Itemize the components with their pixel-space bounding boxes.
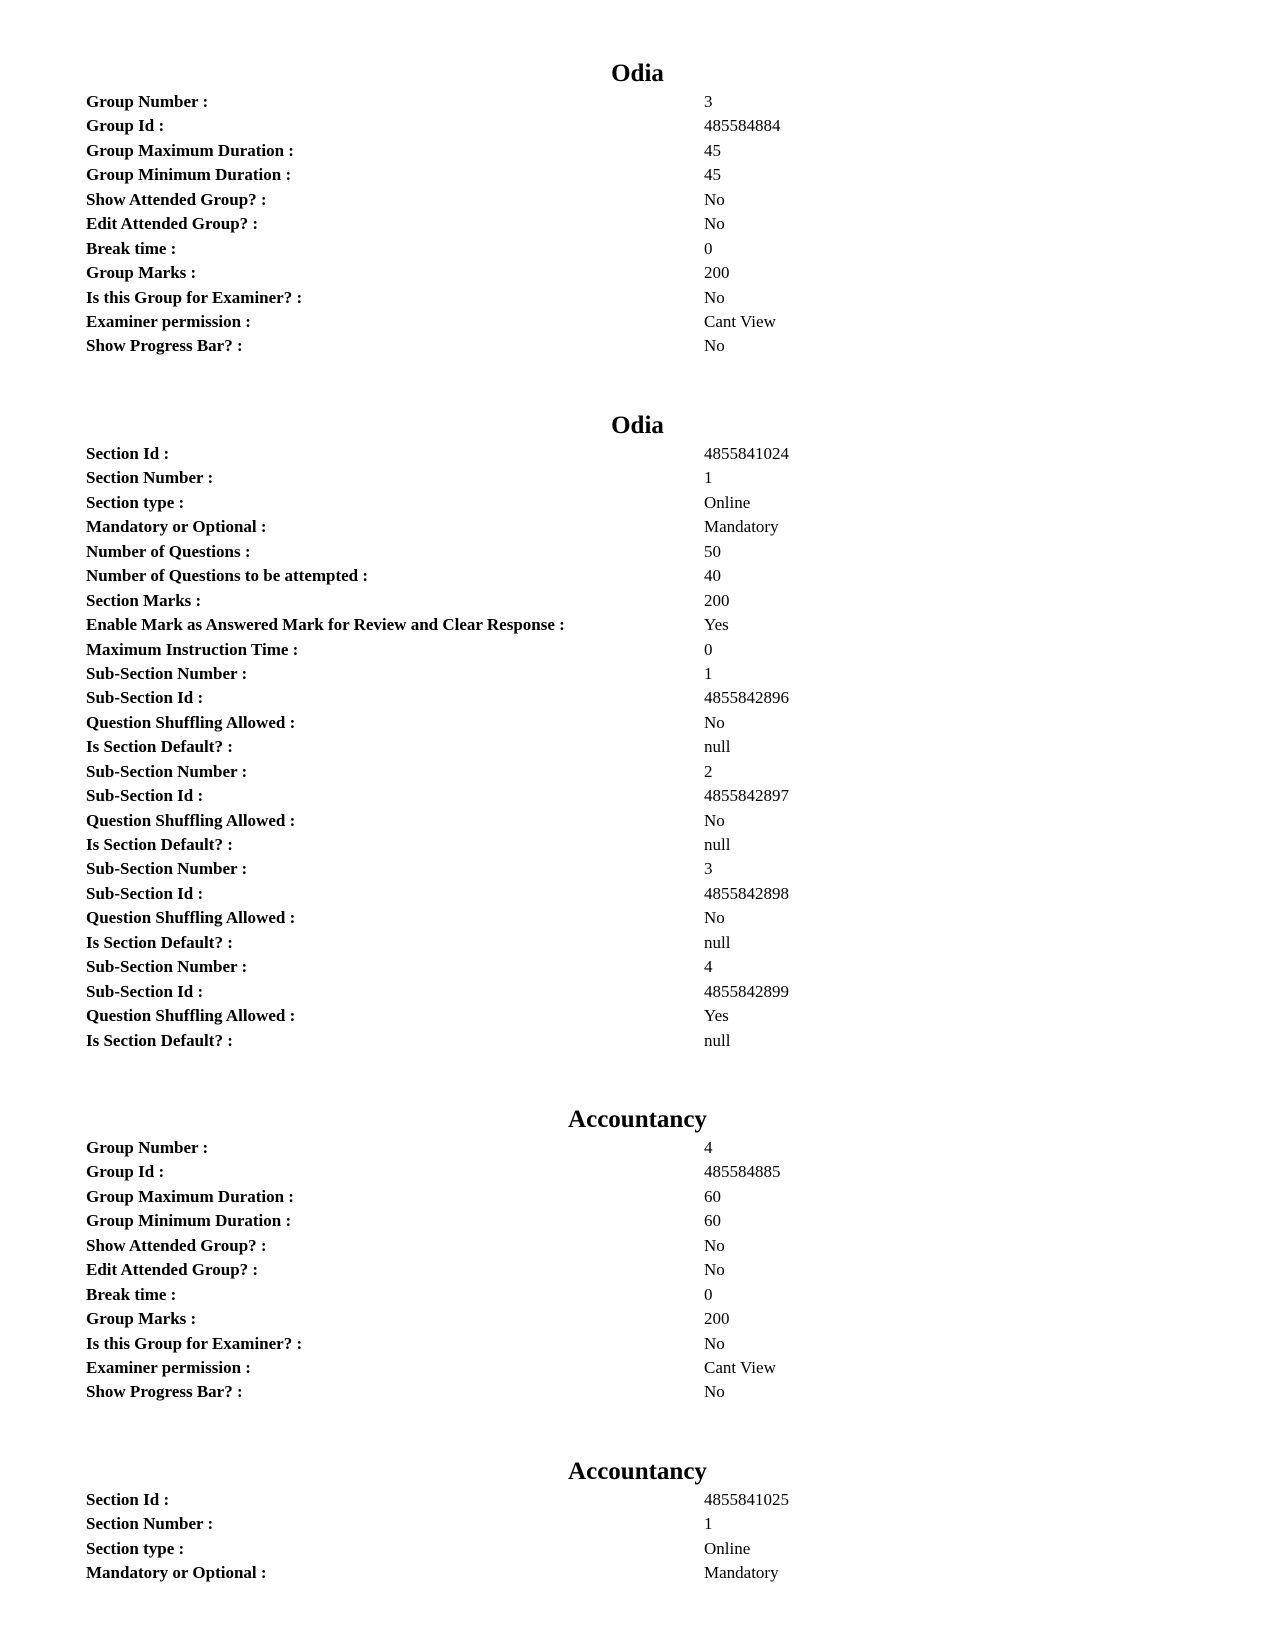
- field-value: No: [704, 189, 725, 209]
- field-row: [86, 833, 1201, 857]
- field-row: [86, 1283, 1201, 1307]
- field-label: Section type :: [86, 492, 185, 512]
- field-value: No: [704, 1382, 725, 1402]
- field-label: Sub-Section Number :: [86, 957, 248, 977]
- field-row: [86, 1029, 1201, 1053]
- field-value: No: [704, 287, 725, 307]
- field-row: [86, 1209, 1201, 1233]
- field-label: Sub-Section Id :: [86, 981, 204, 1001]
- field-label: Sub-Section Number :: [86, 761, 248, 781]
- field-label: Is Section Default? :: [86, 1030, 233, 1050]
- field-row: [86, 212, 1201, 236]
- field-row: [86, 638, 1201, 662]
- field-label: Break time :: [86, 238, 177, 258]
- field-label: Sub-Section Number :: [86, 859, 248, 879]
- field-row: [86, 784, 1201, 808]
- field-row: [86, 1307, 1201, 1331]
- field-row: [86, 90, 1201, 114]
- field-row: [86, 662, 1201, 686]
- field-label: Group Minimum Duration :: [86, 1211, 292, 1231]
- field-value: 2: [704, 761, 713, 781]
- field-row: [86, 857, 1201, 881]
- field-row: [86, 1234, 1201, 1258]
- field-row: [86, 1136, 1201, 1160]
- field-label: Group Id :: [86, 1162, 165, 1182]
- field-value: 0: [704, 238, 713, 258]
- field-label: Section Marks :: [86, 590, 202, 610]
- field-row: [86, 906, 1201, 930]
- field-label: Group Number :: [86, 92, 209, 111]
- field-label: Is this Group for Examiner? :: [86, 287, 303, 307]
- field-label: Group Marks :: [86, 1309, 197, 1329]
- field-row: [86, 1185, 1201, 1209]
- field-row: [86, 1356, 1201, 1380]
- field-value: Yes: [704, 615, 729, 635]
- field-label: Break time :: [86, 1284, 177, 1304]
- field-value: 200: [704, 590, 730, 610]
- field-row: [86, 980, 1201, 1004]
- field-row: [86, 237, 1201, 261]
- field-row: [86, 564, 1201, 588]
- field-value: Online: [704, 1538, 751, 1558]
- field-value: 3: [704, 859, 713, 879]
- field-label: Sub-Section Id :: [86, 688, 204, 708]
- field-label: Show Progress Bar? :: [86, 336, 243, 356]
- field-value: Mandatory: [704, 1563, 779, 1583]
- field-row: [86, 686, 1201, 710]
- field-label: Examiner permission :: [86, 311, 251, 331]
- block-title: Accountancy: [568, 1106, 707, 1133]
- field-row: [86, 1537, 1201, 1561]
- field-value: 0: [704, 1284, 713, 1304]
- field-row: [86, 589, 1201, 613]
- field-row: [86, 1561, 1201, 1585]
- field-value: No: [704, 1235, 725, 1255]
- field-label: Mandatory or Optional :: [86, 1563, 267, 1583]
- section-block-accountancy: [86, 1456, 1201, 1586]
- field-value: null: [704, 932, 731, 952]
- field-row: [86, 515, 1201, 539]
- field-value: 1: [704, 1514, 713, 1534]
- field-value: No: [704, 908, 725, 928]
- field-label: Group Number :: [86, 1138, 209, 1157]
- field-label: Section Number :: [86, 1514, 214, 1534]
- field-label: Question Shuffling Allowed :: [86, 1006, 296, 1026]
- field-value: 4855842898: [704, 883, 789, 903]
- field-row: [86, 735, 1201, 759]
- field-value: 4855842897: [704, 786, 789, 806]
- field-value: null: [704, 1030, 731, 1050]
- field-label: Show Attended Group? :: [86, 189, 267, 209]
- field-label: Is Section Default? :: [86, 835, 233, 854]
- field-label: Is this Group for Examiner? :: [86, 1333, 303, 1353]
- field-label: Question Shuffling Allowed :: [86, 810, 296, 830]
- field-value: 40: [704, 566, 721, 586]
- section-block-odia: [86, 410, 1201, 1053]
- field-row: [86, 882, 1201, 906]
- field-value: 1: [704, 468, 713, 488]
- field-label: Number of Questions :: [86, 541, 251, 561]
- field-row: [86, 760, 1201, 784]
- field-label: Question Shuffling Allowed :: [86, 908, 296, 928]
- field-value: Cant View: [704, 311, 776, 331]
- field-row: [86, 491, 1201, 515]
- field-value: No: [704, 214, 725, 234]
- field-label: Group Maximum Duration :: [86, 140, 294, 160]
- field-row: [86, 114, 1201, 138]
- field-label: Group Maximum Duration :: [86, 1186, 294, 1206]
- field-value: 3: [704, 92, 713, 111]
- field-row: [86, 1380, 1201, 1404]
- field-row: [86, 1258, 1201, 1282]
- field-value: 50: [704, 541, 721, 561]
- field-row: [86, 1004, 1201, 1028]
- field-label: Section type :: [86, 1538, 185, 1558]
- field-value: 45: [704, 165, 721, 185]
- field-value: 4855841024: [704, 444, 789, 463]
- field-value: 60: [704, 1211, 721, 1231]
- field-label: Mandatory or Optional :: [86, 517, 267, 537]
- field-row: [86, 163, 1201, 187]
- field-value: Online: [704, 492, 751, 512]
- field-row: [86, 1488, 1201, 1512]
- field-value: 485584885: [704, 1162, 781, 1182]
- field-row: [86, 261, 1201, 285]
- field-value: 60: [704, 1186, 721, 1206]
- field-row: [86, 711, 1201, 735]
- field-row: [86, 1512, 1201, 1536]
- field-label: Section Id :: [86, 1490, 170, 1509]
- field-value: Yes: [704, 1006, 729, 1026]
- field-row: [86, 613, 1201, 637]
- field-value: 200: [704, 1309, 730, 1329]
- field-value: No: [704, 1333, 725, 1353]
- field-label: Edit Attended Group? :: [86, 214, 259, 234]
- block-title: Odia: [611, 412, 664, 439]
- field-row: [86, 442, 1201, 466]
- group-block-accountancy: [86, 1104, 1201, 1405]
- field-row: [86, 139, 1201, 163]
- field-value: No: [704, 712, 725, 732]
- field-value: 485584884: [704, 116, 781, 136]
- field-value: 0: [704, 639, 713, 659]
- field-row: [86, 188, 1201, 212]
- field-value: 4855841025: [704, 1490, 789, 1509]
- field-label: Sub-Section Id :: [86, 883, 204, 903]
- block-title: Odia: [611, 60, 664, 87]
- field-label: Sub-Section Number :: [86, 663, 248, 683]
- field-value: 4855842896: [704, 688, 789, 708]
- field-value: 200: [704, 263, 730, 283]
- field-label: Section Id :: [86, 444, 170, 463]
- field-value: 1: [704, 663, 713, 683]
- block-title: Accountancy: [568, 1458, 707, 1485]
- field-row: [86, 955, 1201, 979]
- field-value: 4: [704, 957, 713, 977]
- group-block-odia: [86, 58, 1201, 359]
- field-value: No: [704, 810, 725, 830]
- field-label: Edit Attended Group? :: [86, 1260, 259, 1280]
- field-row: [86, 1160, 1201, 1184]
- field-row: [86, 931, 1201, 955]
- field-row: [86, 809, 1201, 833]
- field-row: [86, 1332, 1201, 1356]
- field-value: 45: [704, 140, 721, 160]
- field-label: Question Shuffling Allowed :: [86, 712, 296, 732]
- field-label: Group Id :: [86, 116, 165, 136]
- field-label: Group Minimum Duration :: [86, 165, 292, 185]
- field-label: Show Attended Group? :: [86, 1235, 267, 1255]
- field-value: null: [704, 835, 731, 854]
- field-label: Is Section Default? :: [86, 737, 233, 757]
- field-label: Maximum Instruction Time :: [86, 639, 299, 659]
- field-value: Cant View: [704, 1357, 776, 1377]
- field-row: [86, 540, 1201, 564]
- field-label: Section Number :: [86, 468, 214, 488]
- field-label: Is Section Default? :: [86, 932, 233, 952]
- field-row: [86, 466, 1201, 490]
- field-value: null: [704, 737, 731, 757]
- field-label: Number of Questions to be attempted :: [86, 566, 369, 586]
- field-label: Show Progress Bar? :: [86, 1382, 243, 1402]
- field-row: [86, 286, 1201, 310]
- field-label: Enable Mark as Answered Mark for Review and Clear Response :: [86, 615, 565, 635]
- field-value: No: [704, 336, 725, 356]
- field-label: Examiner permission :: [86, 1357, 251, 1377]
- field-value: Mandatory: [704, 517, 779, 537]
- field-value: 4: [704, 1138, 713, 1157]
- field-row: [86, 334, 1201, 358]
- field-label: Group Marks :: [86, 263, 197, 283]
- field-row: [86, 310, 1201, 334]
- field-value: 4855842899: [704, 981, 789, 1001]
- field-value: No: [704, 1260, 725, 1280]
- field-label: Sub-Section Id :: [86, 786, 204, 806]
